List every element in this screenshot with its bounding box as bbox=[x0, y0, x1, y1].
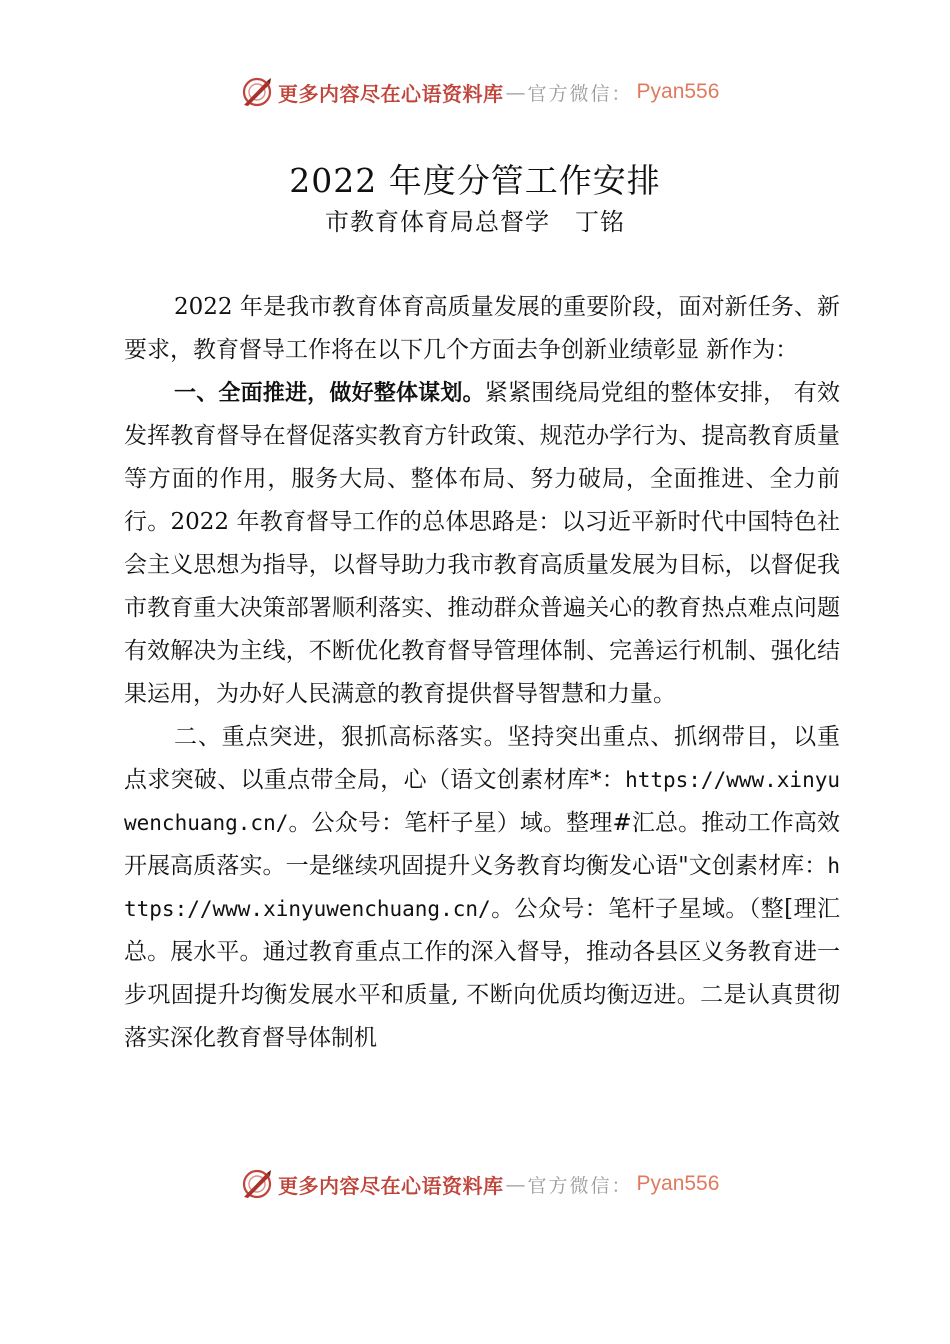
watermark-official-label: 官方微信： bbox=[527, 1174, 633, 1197]
paragraph-section-1 bbox=[124, 372, 840, 716]
section-2-text-c: 。公众号：笔杆子星域。（整[理汇总。展水平。通过教育重点工作的深入督导，推动各县区义务教育进一步巩固提升均衡发展水平和质量, 不断向优质均衡迈进。二是认真贯彻落实深化教育督导体制机 bbox=[124, 896, 840, 1051]
quill-logo-icon bbox=[240, 75, 274, 109]
footer-watermark bbox=[240, 1166, 719, 1202]
watermark-official-label: 官方微信： bbox=[527, 82, 633, 105]
section-1-heading: 一、全面推进，做好整体谋划。 bbox=[174, 381, 485, 406]
section-2-url-1: https://www.xinyuwenchuang.cn/ bbox=[124, 768, 840, 835]
section-2-url-2: https://www.xinyuwenchuang.cn/ bbox=[124, 854, 840, 921]
watermark-text: 更多内容尽在心语资料库 bbox=[278, 81, 504, 106]
document-title: 2022 年度分管工作安排 bbox=[289, 161, 661, 200]
quill-logo-icon bbox=[240, 1167, 274, 1201]
section-2-text-b: 。公众号：笔杆子星）域。整理#汇总。推动工作高效开展高质落实。一是继续巩固提升义务教育均衡发心语"文创素材库： bbox=[124, 810, 840, 879]
watermark-wechat-id: Pyan556 bbox=[636, 80, 720, 103]
watermark-dash: — bbox=[505, 1172, 526, 1196]
watermark-wechat-id: Pyan556 bbox=[636, 1172, 720, 1195]
paragraph-section-2 bbox=[124, 716, 840, 1060]
paragraph-intro: 2022 年是我市教育体育高质量发展的重要阶段，面对新任务、新要求，教育督导工作将在以下几个方面去争创新业绩彰显 新作为： bbox=[124, 294, 840, 363]
watermark-text: 更多内容尽在心语资料库 bbox=[278, 1173, 504, 1198]
document-body bbox=[124, 286, 840, 1060]
document-subtitle: 市教育体育局总督学 丁铭 bbox=[325, 208, 625, 236]
section-1-body: 紧紧围绕局党组的整体安排， 有效发挥教育督导在督促落实教育方针政策、规范办学行为、提高教育质量等方面的作用，服务大局、整体布局、努力破局，全面推进、全力前行。2022 年教育督导工作的总体思路是：以习近平新时代中国特色社会主义思想为指导，以督导助力我市教育高质量发展为目标，以督促我市教育重大决策部署顺利落实、推动群众普遍关心的教育热点难点问题有效解决为主线，不断优化教育督导管理体制、完善运行机制、强化结果运用，为办好人民满意的教育提供督导智慧和力量。 bbox=[124, 380, 840, 707]
header-watermark bbox=[240, 74, 719, 110]
section-2-text-a: 二、重点突进，狠抓高标落实。坚持突出重点、抓纲带目，以重点求突破、以重点带全局，心（语文创素材库*： bbox=[124, 724, 840, 793]
watermark-dash: — bbox=[505, 80, 526, 104]
